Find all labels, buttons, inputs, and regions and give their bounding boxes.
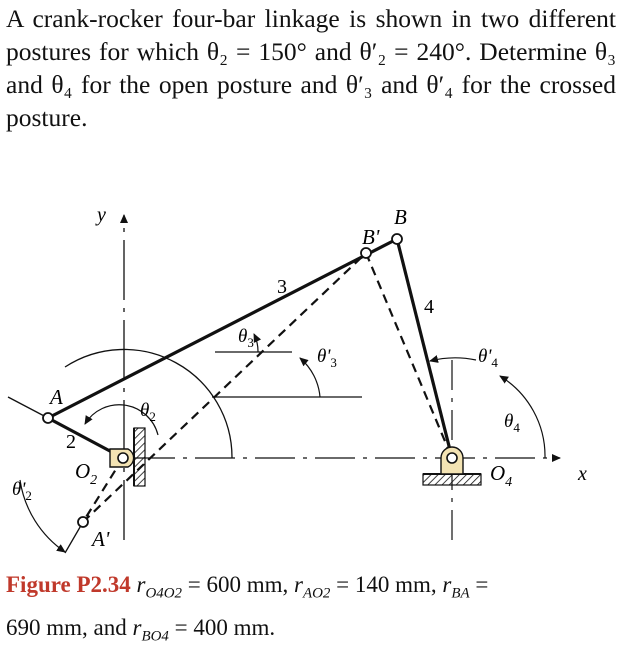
caption-r-bo4-value: = 400 mm. [168,614,276,640]
caption-r-ao2-value: = 140 mm, [330,572,443,597]
joint-a-prime [78,517,88,527]
label-theta2-prime: $\theta'_2$ [12,479,32,503]
label-theta2: $\theta_2$ [140,400,156,424]
problem-statement [6,2,616,134]
theta3-arc [254,334,258,352]
label-b: B [394,205,407,229]
ground-pivot-o4 [423,447,481,485]
label-a-prime: A' [92,527,110,551]
problem-text: A crank-rocker four-bar linkage is shown in two different postures for which θ₂ = 150° and θ′₂ = 240°. Determine θ₃ and θ₄ for the open posture and θ′₃ and θ′₄ for the crossed posture. [6,4,616,132]
joint-a [43,413,53,423]
link-3-open [48,239,397,418]
caption-r-o4o2-value: = 600 mm, [182,572,295,597]
label-theta4: $\theta_4$ [504,411,520,435]
label-link-3: 3 [277,276,287,298]
label-o4: $O_4$ [490,461,513,490]
caption-r-o4o2: $r_{O4O2}$ [136,572,183,602]
theta4p-arc [430,358,476,361]
caption-line2: 690 mm, and [6,614,133,640]
label-link-2: 2 [66,431,76,453]
ground-pivot-o2 [110,428,145,486]
caption-r-bo4: $r_{BO4}$ [132,614,169,645]
caption-r-ba: $r_{BA}$ [442,572,470,602]
label-link-4: 4 [424,296,434,318]
label-b-prime: B' [362,225,380,249]
link-2-extension [8,397,48,418]
label-x-axis: x [578,463,587,485]
label-o2: $O_2$ [75,459,98,488]
figure-caption [6,568,616,653]
linkage-diagram [0,190,623,570]
link-4-open [397,239,452,458]
joint-b-prime [361,248,371,258]
caption-r-ao2: $r_{AO2}$ [294,572,331,602]
caption-r-ba-value: = [469,572,489,597]
label-theta4-prime: $\theta'_4$ [478,346,498,370]
joint-b [392,234,402,244]
label-theta3: $\theta_3$ [238,326,254,350]
caption-label: Figure P2.34 [6,572,131,597]
link-3-crossed [83,253,366,522]
label-theta3-prime: $\theta'_3$ [317,346,337,370]
label-a: A [50,385,63,409]
label-y-axis: y [97,204,106,226]
